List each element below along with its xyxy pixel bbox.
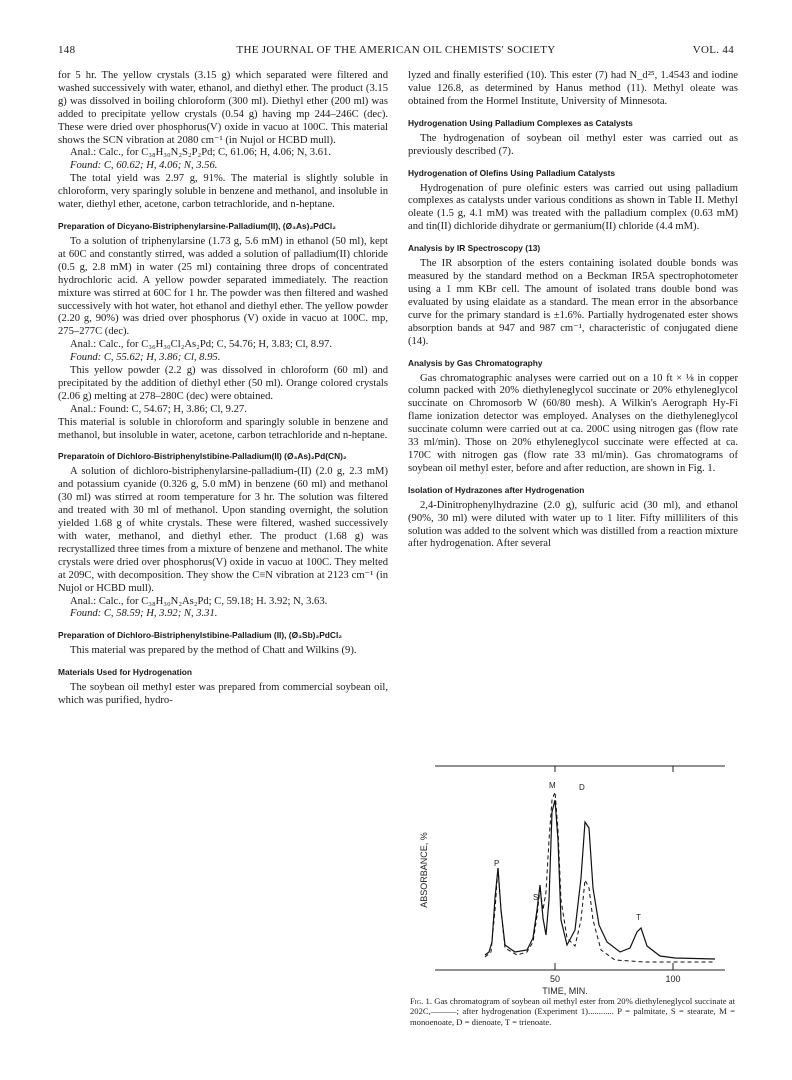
- figure-chromatogram: [415, 760, 745, 1000]
- analysis-found: Found: C, 60.62; H, 4.06; N, 3.56.: [70, 160, 218, 172]
- section-heading: Hydrogenation of Olefins Using Palladium Catalysts: [408, 167, 616, 178]
- paragraph: This material was prepared by the method of Chatt and Wilkins (9).: [70, 645, 357, 657]
- journal-title: THE JOURNAL OF THE AMERICAN OIL CHEMISTS' SOCIETY: [236, 44, 556, 56]
- paragraph: Hydrogenation of pure olefinic esters was carried out using palladium complexes as catalysts under various conditions as shown in Table II. Methyl oleate (1.5 g, 4.1 mM) was treated with the palladium complex (0.63 mM) and tin(II) dichloride dihydrate or germanium(II) chloride (4.4 mM).: [408, 182, 738, 233]
- analysis-found: Found: C, 58.59; H, 3.92; N, 3.31.: [70, 608, 218, 620]
- peak-label-stearate: S: [533, 893, 539, 902]
- y-axis-label: ABSORBANCE, %: [419, 832, 429, 908]
- analysis-calc: Anal.: Calc., for C₃₈H₃₀N₂As₂Pd; C, 59.18; H. 3.92; N, 3.63.: [70, 595, 328, 607]
- peak-label-monoenoate: M: [549, 781, 556, 790]
- chromatogram-svg: [415, 760, 745, 996]
- paragraph: The total yield was 2.97 g, 91%. The material is slightly soluble in chloroform, very sparingly soluble in benzene and methanol, and insoluble in water, diethyl ether, acetone, carbon tetrachloride, and n-heptane.: [58, 173, 388, 211]
- page-number: 148: [58, 44, 76, 56]
- peak-label-trienoate: T: [636, 913, 641, 922]
- peak-label-palmitate: P: [494, 859, 500, 868]
- section-heading: Hydrogenation Using Palladium Complexes as Catalysts: [408, 117, 633, 128]
- analysis-calc: Anal.: Calc., for C₃₆H₃₀Cl₂As₂Pd; C, 54.76; H, 3.83; Cl, 8.97.: [70, 339, 332, 351]
- paragraph: To a solution of triphenylarsine (1.73 g, 5.6 mM) in ethanol (50 ml), kept at 60C and constantly stirred, was added a solution of palladium(II) chloride (0.5 g, 2.8 mM) in water (25 ml) containing three drops of concentrated hydrochloric acid. A yellow powder separated immediately. The reaction mixture was stirred at 60C for 1 hr. The powder was then filtered and washed successively with hot water, hot ethanol and diethyl ether. The yellow powder (2.20 g, 90%) was dried over phosphorus (V) oxide in vacuo at 100C. mp, 275–277C (dec).: [58, 235, 388, 338]
- original-ester-trace: [485, 800, 715, 959]
- paragraph: The hydrogenation of soybean oil methyl ester was carried out as previously described (7).: [408, 132, 738, 157]
- page-header: [58, 44, 734, 58]
- paragraph: The IR absorption of the esters containing isolated double bonds was measured by the standard method on a Beckman IR5A spectrophotometer using a 1 mm KBr cell. The amount of isolated trans double bond was evaluated by using elaidate as a standard. The mean error in the absorbance curve for the primary standard is ±1.6%. Partially hydrogenated ester shows absorption bands at 947 and 987 cm⁻¹, characteristic of conjugated diene (14).: [408, 258, 738, 347]
- x-tick-label: 100: [665, 974, 681, 984]
- paragraph: 2,4-Dinitrophenylhydrazine (2.0 g), sulfuric acid (30 ml), and ethanol (90%, 30 ml) were diluted with water up to 1 liter. Fifty milliliters of this solution was added to the solvent which was distilled from a reaction mixture after hydrogenation. After several: [408, 499, 738, 550]
- analysis-calc: Anal.: Calc., for C₃₈H₃₀N₂S₂P₂Pd; C, 61.06; H, 4.06; N, 3.61.: [70, 147, 331, 159]
- paragraph: The soybean oil methyl ester was prepared from commercial soybean oil, which was purified, hydro-: [58, 682, 388, 707]
- paragraph: lyzed and finally esterified (10). This ester (7) had N_d²⁵, 1.4543 and iodine value 126.8, as determined by Hanus method (11). Methyl oleate was obtained from the Hormel Institute, University of Minnesota.: [408, 70, 738, 107]
- figure-caption: [410, 996, 735, 1027]
- section-heading: Isolation of Hydrazones after Hydrogenation: [408, 484, 585, 495]
- section-heading: Analysis by Gas Chromatography: [408, 357, 543, 368]
- analysis-found: Anal.: Found: C, 54.67; H, 3.86; Cl, 9.27.: [70, 403, 247, 415]
- paragraph: A solution of dichloro-bistriphenylarsine-palladium-(II) (2.0 g, 2.3 mM) and potassium cyanide (0.326 g, 5.0 mM) in benzene (60 ml) and methanol (30 ml) was stirred at room temperature for 3 hr. The solution was filtered and treated with 30 ml of methanol. Upon standing overnight, the solution yielded 1.68 g of white crystals. These were filtered, washed successively with water, methanol, and diethyl ether. The product (1.68 g) was recrystallized three times from a mixture of benzene and methanol. The white crystals were dried over phosphorus(V) oxide in vacuo at 100C. They melted at 209C, with decomposition. They show the C≡N vibration at 2123 cm⁻¹ (in Nujol or HCBD mull).: [58, 466, 388, 594]
- section-heading: Materials Used for Hydrogenation: [58, 667, 193, 678]
- volume-label: VOL. 44: [692, 44, 734, 56]
- paragraph: Gas chromatographic analyses were carried out on a 10 ft × ⅛ in copper column packed with 20% diethyleneglycol succinate or 20% ethyleneglycol succinate on Chromosorb W (60/80 mesh). A Wilkin's Aerograph Hy-Fi flame ionization detector was employed. Analyses on the diethyleneglycol succinate column were carried out at ca. 200C using nitrogen gas (flow rate 33 ml/min). Those on 20% ethyleneglycol succinate were effected at ca. 170C with nitrogen gas (flow rate 33 ml/min). Gas chromatograms of soybean oil methyl ester, before and after reduction, are shown in Fig. 1.: [408, 372, 738, 474]
- left-column: [58, 70, 388, 708]
- paragraph: This material is soluble in chloroform and sparingly soluble in benzene and methanol, but insoluble in water, acetone, carbon tetrachloride and n-heptane.: [58, 416, 388, 441]
- section-heading: Preparatoin of Dichloro-Bistriphenylstibine-Palladium(II) (Ø₃As)₂Pd(CN)₂: [58, 451, 347, 462]
- paragraph: This yellow powder (2.2 g) was dissolved in chloroform (60 ml) and precipitated by the addition of diethyl ether (50 ml). Orange colored crystals (2.06 g) melting at 278–280C (dec) were obtained.: [58, 365, 388, 402]
- paragraph: for 5 hr. The yellow crystals (3.15 g) which separated were filtered and washed successively with water, ethanol, and diethyl ether. The product (3.15 g) was dissolved in boiling chloroform (300 ml). Diethyl ether (200 ml) was added to precipitate yellow crystals (0.54 g) having mp 244–246C (dec). These were dried over phosphorus(V) oxide in vacuo at 100C. This material shows the SCN vibration at 2080 cm⁻¹ (in Nujol or HCBD mull).: [58, 70, 388, 146]
- x-tick-label: 50: [549, 974, 561, 984]
- section-heading: Preparation of Dicyano-Bistriphenylarsine-Palladium(II), (Ø₃As)₂PdCl₂: [58, 220, 336, 231]
- right-column: [408, 70, 738, 551]
- x-axis-label: TIME, MIN.: [542, 986, 588, 996]
- caption-text: Gas chromatogram of soybean oil methyl ester from 20% diethyleneglycol succinate at 202C,———; after hydrogenation (Experiment 1)............ P = palmitate, S = stearate, M = monoenoate, D = dienoate, T = trienoate.: [410, 996, 735, 1027]
- hydrogenated-trace: [485, 792, 715, 962]
- section-heading: Analysis by IR Spectroscopy (13): [408, 243, 541, 254]
- section-heading: Preparation of Dichloro-Bistriphenylstibine-Palladium (II), (Ø₃Sb)₂PdCl₂: [58, 630, 342, 641]
- analysis-found: Found: C, 55.62; H, 3.86; Cl, 8.95.: [70, 352, 221, 364]
- caption-label: Fig. 1.: [410, 996, 432, 1006]
- peak-label-dienoate: D: [579, 783, 585, 792]
